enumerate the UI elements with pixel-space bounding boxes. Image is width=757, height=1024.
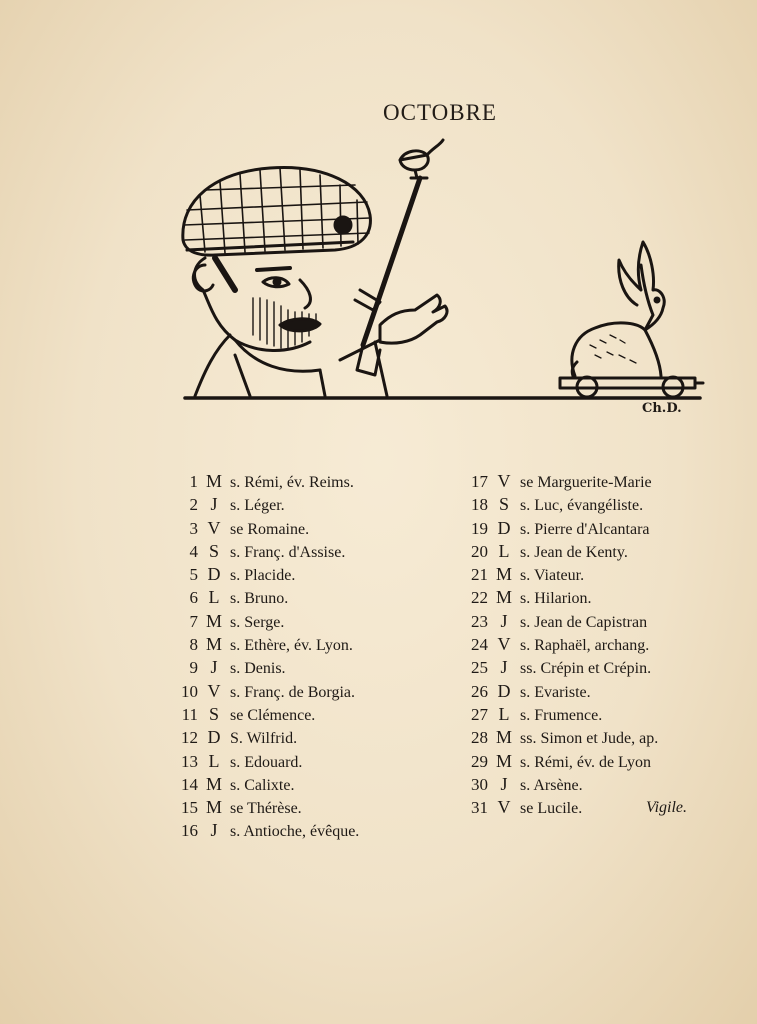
calendar-entry (168, 540, 359, 563)
saint-name: s. Placide. (230, 567, 296, 585)
weekday-letter: L (498, 703, 510, 724)
page-title: OCTOBRE (383, 100, 497, 125)
weekday-letter: L (208, 750, 220, 771)
saint-name: s. Viateur. (520, 567, 585, 585)
saint-name: s. Pierre d'Alcantara (520, 520, 650, 538)
saint-name: se Marguerite-Marie (520, 474, 652, 491)
day-number: 6 (189, 588, 198, 608)
weekday-letter: S (208, 703, 219, 724)
saint-name: s. Franç. d'Assise. (230, 543, 346, 561)
weekday-letter: V (497, 797, 511, 818)
calendar-entry (458, 703, 658, 726)
calendar-entry (168, 796, 359, 819)
weekday-letter: M (495, 587, 512, 608)
day-number: 24 (471, 635, 488, 655)
weekday-letter: J (210, 494, 218, 515)
calendar-entry (458, 680, 658, 703)
calendar-entry (168, 470, 359, 493)
saint-name: s. Bruno. (230, 590, 289, 608)
calendar-entry (168, 726, 359, 749)
weekday-letter: D (207, 564, 221, 585)
day-number: 22 (471, 588, 488, 608)
weekday-letter: D (497, 517, 511, 538)
saint-name: s. Frumence. (520, 706, 603, 724)
weekday-letter: J (500, 610, 508, 631)
day-number: 4 (189, 541, 198, 561)
calendar-entry (458, 656, 658, 679)
saint-name: s. Jean de Kenty. (520, 543, 628, 561)
weekday-letter: M (205, 471, 222, 491)
weekday-letter: V (207, 680, 221, 701)
calendar-entry (458, 517, 658, 540)
calendar-entry (168, 493, 359, 516)
day-number: 15 (181, 798, 198, 818)
calendar-column-left (168, 470, 359, 843)
calendar-entry (168, 563, 359, 586)
day-number: 10 (181, 681, 198, 701)
calendar-entry (168, 680, 359, 703)
day-number: 23 (471, 611, 488, 631)
weekday-letter: L (208, 587, 220, 608)
weekday-letter: L (498, 540, 510, 561)
day-number: 20 (471, 541, 488, 561)
day-number: 8 (189, 635, 198, 655)
weekday-letter: M (205, 634, 222, 655)
weekday-letter: V (497, 634, 511, 655)
weekday-letter: J (500, 773, 508, 794)
calendar-column-right (458, 470, 688, 819)
saint-name: s. Arsène. (520, 776, 583, 794)
saint-name: s. Edouard. (230, 753, 303, 771)
weekday-letter: J (210, 820, 218, 841)
saint-name: s. Léger. (230, 497, 285, 515)
calendar-entry (458, 796, 688, 819)
weekday-letter: M (205, 797, 222, 818)
day-number: 12 (181, 728, 198, 748)
day-number: 21 (471, 565, 488, 585)
day-number: 9 (189, 658, 198, 678)
calendar-entry (168, 819, 359, 842)
calendar-entry (168, 750, 359, 773)
calendar-entry (458, 750, 658, 773)
calendar-entry (168, 656, 359, 679)
day-number: 28 (471, 728, 488, 748)
calendar-entry (458, 563, 658, 586)
saint-name: s. Evariste. (520, 683, 591, 701)
saint-name: s. Calixte. (230, 776, 295, 794)
calendar-entry (168, 586, 359, 609)
calendar-entry (458, 493, 658, 516)
day-number: 5 (189, 565, 198, 585)
weekday-letter: D (207, 727, 221, 748)
day-number: 13 (181, 751, 198, 771)
day-number: 25 (471, 658, 488, 678)
day-number: 26 (471, 681, 488, 701)
calendar-entry (458, 610, 658, 633)
saint-name: s. Luc, évangéliste. (520, 497, 644, 515)
weekday-letter: S (208, 540, 219, 561)
calendar-entry (458, 726, 658, 749)
saint-name: S. Wilfrid. (230, 730, 298, 748)
saint-name: s. Ethère, év. Lyon. (230, 637, 353, 655)
saint-name: s. Denis. (230, 660, 286, 678)
day-number: 30 (471, 774, 488, 794)
weekday-letter: M (495, 727, 512, 748)
day-number: 3 (189, 518, 198, 538)
saint-name: se Clémence. (230, 706, 316, 724)
calendar-entry (168, 773, 359, 796)
day-number: 11 (181, 704, 198, 724)
calendar-entry (168, 703, 359, 726)
vigil-note: Vigile. (646, 799, 688, 817)
day-number: 16 (181, 821, 198, 841)
weekday-letter: J (210, 657, 218, 678)
saint-name: se Romaine. (230, 520, 310, 538)
illustrator-signature: Ch.D. (642, 401, 682, 416)
weekday-letter: M (495, 564, 512, 585)
saint-name: ss. Crépin et Crépin. (520, 660, 652, 678)
calendar-entry (458, 633, 658, 656)
saint-name: s. Rémi, év. Reims. (230, 474, 354, 491)
weekday-letter: M (495, 750, 512, 771)
weekday-letter: M (205, 773, 222, 794)
day-number: 17 (471, 472, 488, 491)
saint-name: s. Antioche, évêque. (230, 823, 360, 841)
saint-name: s. Rémi, év. de Lyon (520, 753, 651, 771)
calendar-entry (458, 470, 658, 493)
weekday-letter: M (205, 610, 222, 631)
calendar-entry (458, 540, 658, 563)
calendar-entry (168, 633, 359, 656)
weekday-letter: V (207, 517, 221, 538)
weekday-letter: J (500, 657, 508, 678)
calendar-entry (168, 610, 359, 633)
hunter-with-rifle-and-toy-rabbit-icon (175, 130, 705, 405)
day-number: 27 (471, 704, 488, 724)
saint-name: s. Serge. (230, 613, 285, 631)
day-number: 31 (471, 798, 488, 818)
day-number: 2 (189, 495, 198, 515)
saint-name: s. Hilarion. (520, 590, 592, 608)
day-number: 1 (189, 472, 198, 491)
saint-name: s. Franç. de Borgia. (230, 683, 356, 701)
calendar-entry (458, 773, 658, 796)
saint-name: s. Raphaël, archang. (520, 637, 650, 655)
weekday-letter: S (498, 494, 509, 515)
calendar-entry (168, 517, 359, 540)
weekday-letter: V (497, 471, 511, 491)
saint-name: se Thérèse. (230, 800, 302, 818)
saint-name: ss. Simon et Jude, ap. (520, 730, 659, 748)
day-number: 29 (471, 751, 488, 771)
day-number: 7 (189, 611, 198, 631)
day-number: 14 (181, 774, 198, 794)
saint-name: s. Jean de Capistran (520, 613, 648, 631)
day-number: 19 (471, 518, 488, 538)
weekday-letter: D (497, 680, 511, 701)
day-number: 18 (471, 495, 488, 515)
saint-name: se Lucile. (520, 800, 583, 818)
calendar-entry (458, 586, 658, 609)
